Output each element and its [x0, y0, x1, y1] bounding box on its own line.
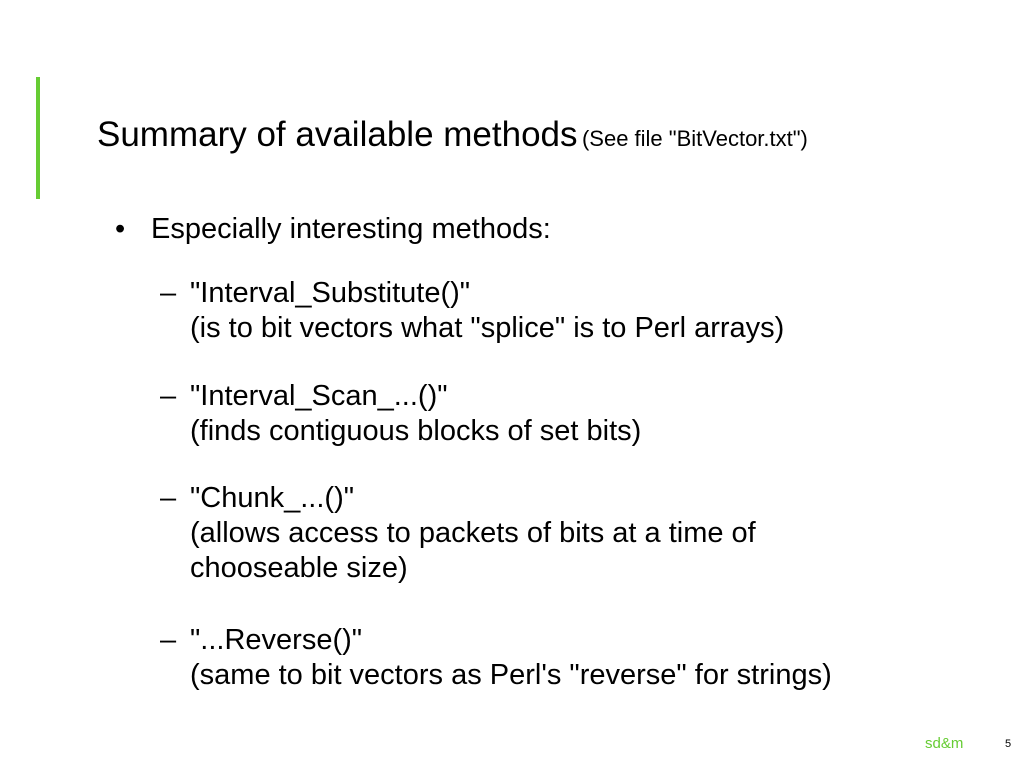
footer-brand: sd&m — [925, 735, 964, 752]
bullet-dot-icon: • — [115, 213, 126, 245]
slide-title — [97, 114, 808, 156]
method-description: (allows access to packets of bits at a time of — [190, 516, 756, 549]
dash-marker: – — [160, 482, 177, 514]
method-description-continued: chooseable size) — [190, 551, 408, 584]
sub-item-interval-scan — [160, 379, 641, 449]
sub-item-interval-substitute — [160, 276, 784, 346]
title-main: Summary of available methods — [97, 115, 578, 154]
dash-marker: – — [160, 624, 177, 656]
method-description: (finds contiguous blocks of set bits) — [190, 414, 642, 447]
method-name: "Interval_Scan_...()" — [190, 380, 448, 412]
bullet-item — [115, 212, 551, 247]
method-description: (is to bit vectors what "splice" is to Perl arrays) — [190, 311, 785, 344]
title-note: (See file "BitVector.txt") — [581, 126, 808, 151]
dash-marker: – — [160, 277, 177, 309]
method-name: "...Reverse()" — [190, 624, 363, 656]
method-description: (same to bit vectors as Perl's "reverse" for strings) — [190, 658, 832, 691]
method-name: "Interval_Substitute()" — [190, 277, 471, 309]
page-number: 5 — [1005, 738, 1012, 750]
method-name: "Chunk_...()" — [190, 482, 355, 514]
sub-item-chunk — [160, 481, 756, 585]
bullet-text: Especially interesting methods: — [151, 213, 551, 245]
sub-item-reverse — [160, 623, 832, 693]
dash-marker: – — [160, 380, 177, 412]
accent-bar — [36, 77, 40, 199]
